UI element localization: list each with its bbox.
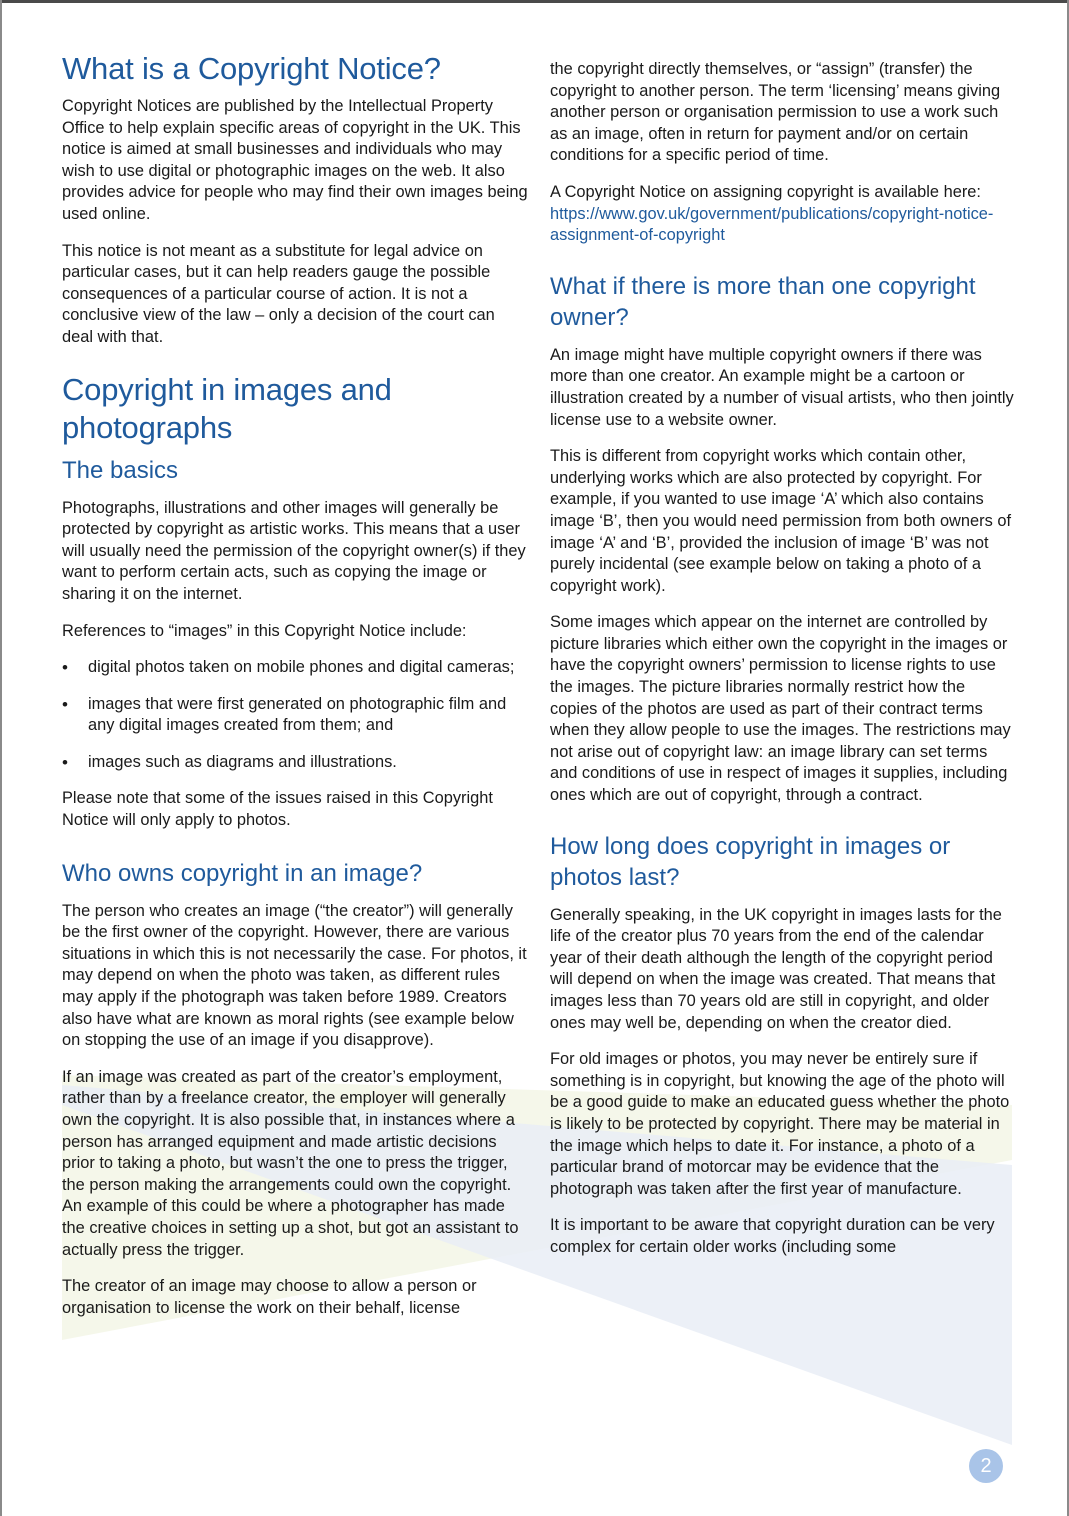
image-types-list <box>62 657 528 773</box>
paragraph-assignment-link <box>550 182 1016 247</box>
paragraph-text: A Copyright Notice on assigning copyright is available here: <box>550 182 981 201</box>
paragraph: It is important to be aware that copyright duration can be very complex for certain older works (including some <box>550 1216 995 1256</box>
heading-more-than-one-owner: What if there is more than one copyright owner? <box>550 272 976 331</box>
list-item: • images that were first generated on photographic film and any digital images created from them; and <box>62 694 528 737</box>
paragraph: If an image was created as part of the creator’s employment, rather than by a freelance creator, the employer will generally own the copyright. It is also possible that, in instances where a person has arranged equipment and made artistic decisions prior to taking a photo, but wasn’t the one to press the trigger, the person making the arrangements could own the copyright. An example of this could be where a photographer has made the creative choices in setting up a shot, but got an assistant to actually press the trigger. <box>62 1067 519 1259</box>
heading-who-owns-copyright: Who owns copyright in an image? <box>62 859 423 887</box>
paragraph: the copyright directly themselves, or “assign” (transfer) the copyright to another person. The term ‘licensing’ means giving another person or organisation permission to use a work such as an image, often in return for payment and/or on certain conditions for a specific period of time. <box>550 60 1001 165</box>
left-column <box>62 50 528 1334</box>
paragraph: This notice is not meant as a substitute for legal advice on particular cases, but it can help readers gauge the possible consequences of a particular course of action. It is not a conclusive view of the law – only a decision of the court can deal with that. <box>62 241 495 346</box>
paragraph: Photographs, illustrations and other images will generally be protected by copyright as artistic works. This means that a user will usually need the permission of the copyright owner(s) if they want to perform certain acts, such as copying the image or sharing it on the internet. <box>62 498 526 603</box>
paragraph: References to “images” in this Copyright Notice include: <box>62 621 467 640</box>
heading-copyright-in-images: Copyright in images and photographs <box>62 371 392 445</box>
paragraph: Please note that some of the issues raised in this Copyright Notice will only apply to photos. <box>62 789 493 830</box>
heading-how-long-copyright: How long does copyright in images or photos last? <box>550 832 951 891</box>
heading-what-is-copyright-notice: What is a Copyright Notice? <box>62 51 441 86</box>
paragraph: Some images which appear on the internet are controlled by picture libraries which either own the copyright in the images or have the copyright owners’ permission to license rights to use the images. The picture libraries normally restrict how the copies of the photos are used as part of their contract terms when they allow people to use the images. The restrictions may not arise out of copyright law: an image library can set terms and conditions of use in respect of images it supplies, including ones which are out of copyright, through a contract. <box>550 613 1011 805</box>
paragraph: Copyright Notices are published by the Intellectual Property Office to help explain specific areas of copyright in the UK. This notice is aimed at small businesses and individuals who may wish to use digital or photographic images on the web. It also provides advice for people who may find their own images being used online. <box>62 97 528 223</box>
paragraph: For old images or photos, you may never be entirely sure if something is in copyright, but knowing the age of the photo will be a good guide to make an educated guess whether the photo is likely to be protected by copyright. There may be material in the image which helps to date it. For instance, a photo of a particular brand of motorcar may be evidence that the photograph was taken after the first year of manufacture. <box>550 1050 1010 1198</box>
paragraph: The creator of an image may choose to allow a person or organisation to license the work on their behalf, license <box>62 1277 477 1317</box>
right-column <box>550 59 1016 1274</box>
paragraph: This is different from copyright works which contain other, underlying works which are also protected by copyright. For example, if you wanted to use image ‘A’ which also contains image ‘B’, then you would need permission from both owners of image ‘A’ and ‘B’, provided the inclusion of image ‘B’ was not purely incidental (see example below on taking a photo of a copyright work). <box>550 447 1012 595</box>
list-item: • digital photos taken on mobile phones and digital cameras; <box>62 657 528 679</box>
paragraph: An image might have multiple copyright owners if there was more than one creator. An example might be a cartoon or illustration created by a number of visual artists, who then jointly license use to a website owner. <box>550 345 1014 429</box>
paragraph: Generally speaking, in the UK copyright in images lasts for the life of the creator plus 70 years from the end of the calendar year of their death although the length of the copyright period will depend on when the image was created. That means that images less than 70 years old are still in copyright, and older ones may well be, depending on when the creator died. <box>550 905 1002 1032</box>
page-number-badge: 2 <box>969 1449 1003 1483</box>
paragraph: The person who creates an image (“the creator”) will generally be the first owner of the copyright. However, there are various situations in which this is not necessarily the case. For photos, it may depend on when the photo was taken, as different rules may apply if the photograph was taken before 1989. Creators also have what are known as moral rights (see example below on stopping the use of an image if you disapprove). <box>62 901 527 1050</box>
list-item: • images such as diagrams and illustrations. <box>62 752 528 774</box>
heading-the-basics: The basics <box>62 456 179 484</box>
assignment-notice-link[interactable]: https://www.gov.uk/government/publications/copyright-notice-assignment-of-copyright <box>550 204 994 245</box>
